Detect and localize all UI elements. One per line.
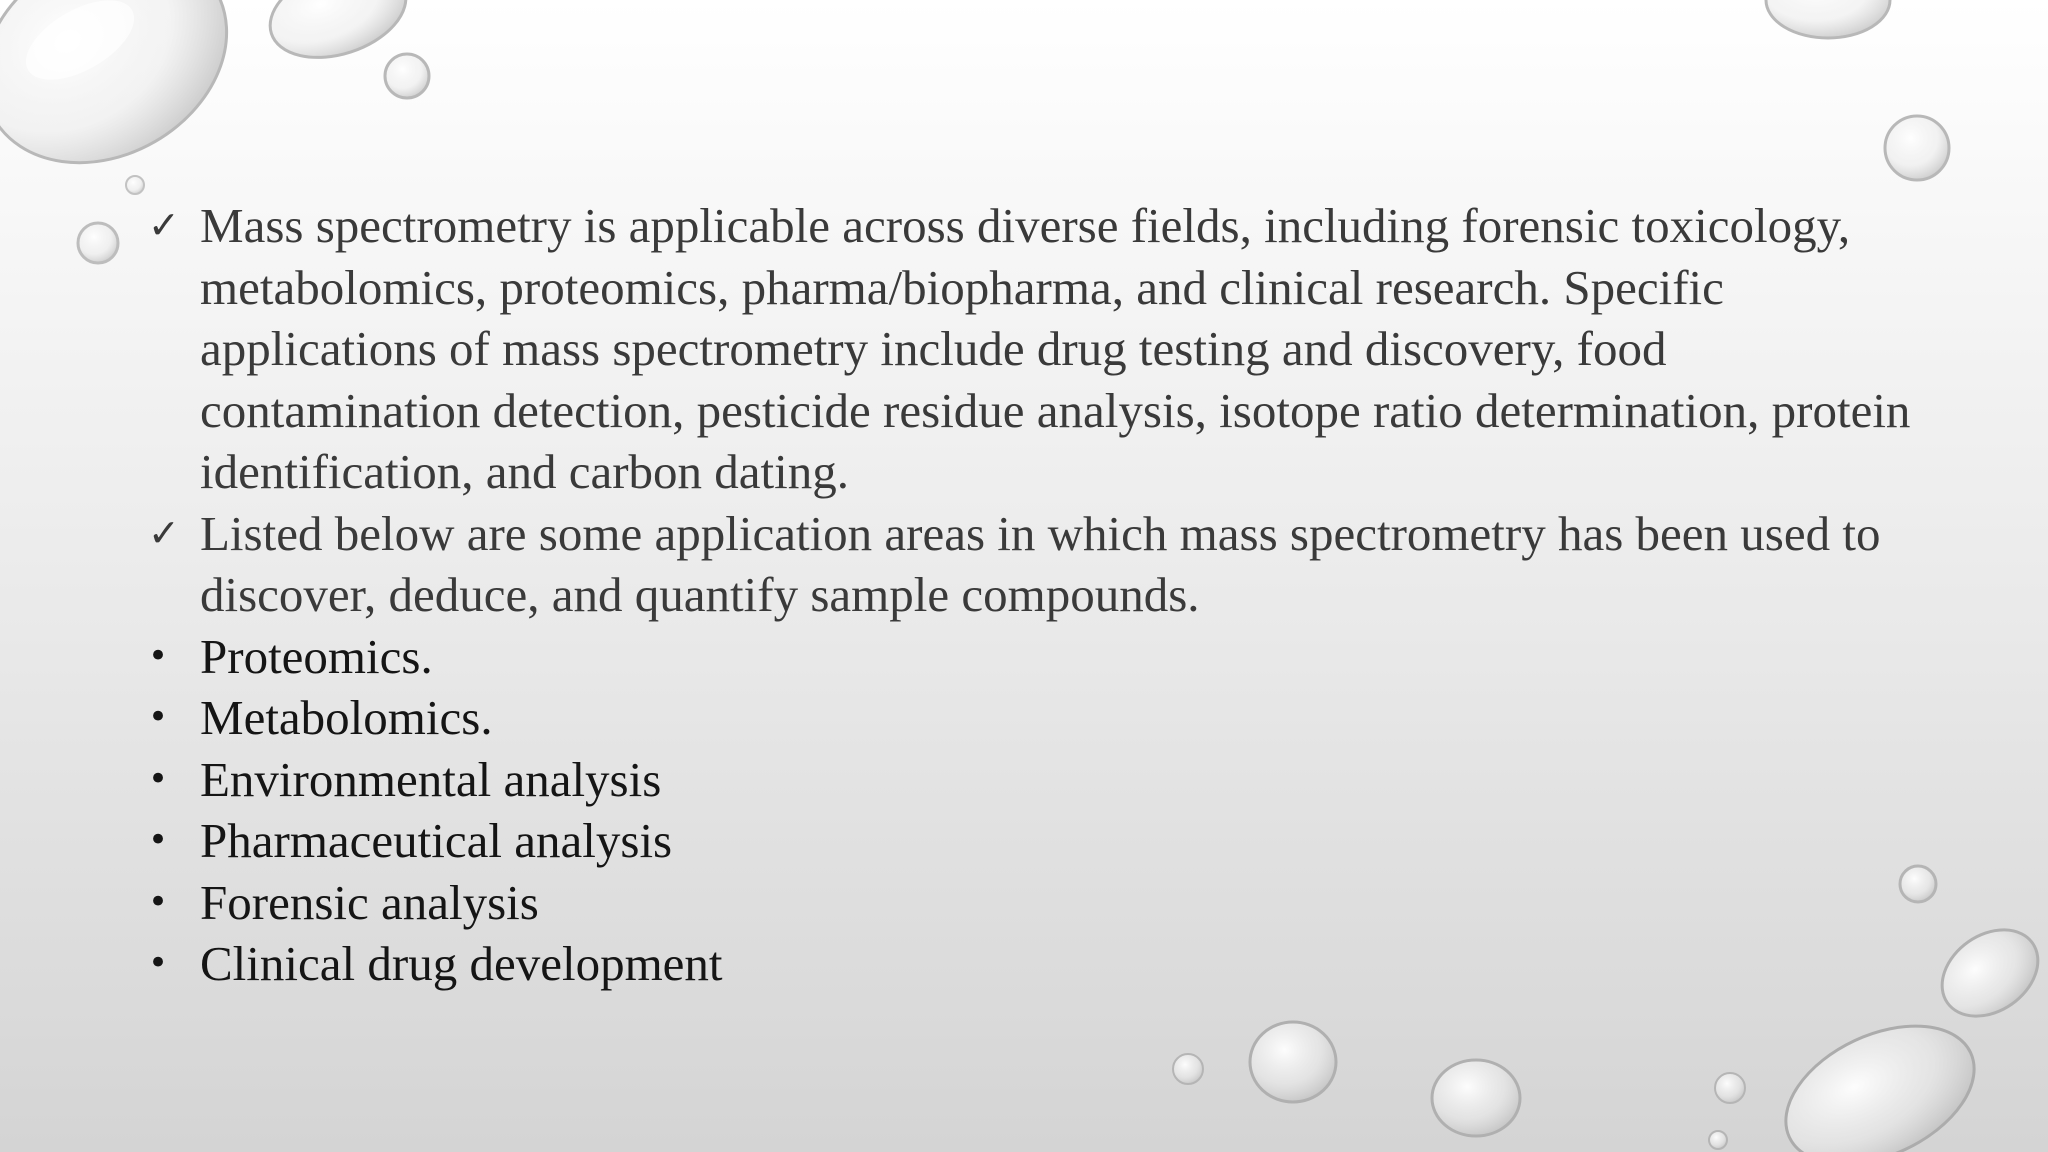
bullet-icon: • — [148, 635, 169, 676]
bullet-icon: • — [148, 758, 169, 799]
water-drop-top-right — [1766, 0, 1949, 180]
check-item-text: Mass spectrometry is applicable across diverse fields, including forensic toxicology, metabolomics, proteomics, pharma/biopharma, and clinical research. Specific applications of mass spectrometry include drug testing and discovery, food contamination detection, pesticide residue analysis, isotope ratio determination, protein identification, and carbon dating. — [200, 198, 1911, 499]
water-drop-tiny-top-left — [78, 176, 144, 263]
slide-content — [148, 195, 1938, 995]
water-drop-large-top-left — [0, 0, 266, 206]
bullet-list-item — [148, 872, 1938, 934]
bullet-list-item — [148, 687, 1938, 749]
bullet-icon: • — [148, 697, 169, 737]
check-mark-icon: ✓ — [148, 510, 180, 555]
check-mark-icon: ✓ — [148, 203, 180, 247]
bullet-item-text: Clinical drug development — [200, 936, 723, 991]
bullet-icon: • — [148, 881, 169, 922]
bullet-icon: • — [148, 820, 169, 860]
water-drop-small-top-left — [385, 54, 429, 98]
bullet-list-item — [148, 626, 1938, 688]
check-list-item — [148, 195, 1938, 503]
bullet-list-item — [148, 933, 1938, 995]
bullet-list-item — [148, 749, 1938, 811]
bullet-item-text: Environmental analysis — [200, 751, 662, 807]
bullet-item-text: Pharmaceutical analysis — [200, 813, 673, 868]
check-list-item — [148, 503, 1938, 626]
bullet-item-text: Proteomics. — [200, 628, 433, 684]
bullet-item-text: Metabolomics. — [200, 690, 493, 745]
check-item-text: Listed below are some application areas in which mass spectrometry has been used to discover, deduce, and quantify sample compounds. — [200, 505, 1881, 622]
bullet-item-text: Forensic analysis — [200, 874, 539, 930]
bullet-icon: • — [148, 943, 169, 983]
bullet-list-item — [148, 810, 1938, 872]
